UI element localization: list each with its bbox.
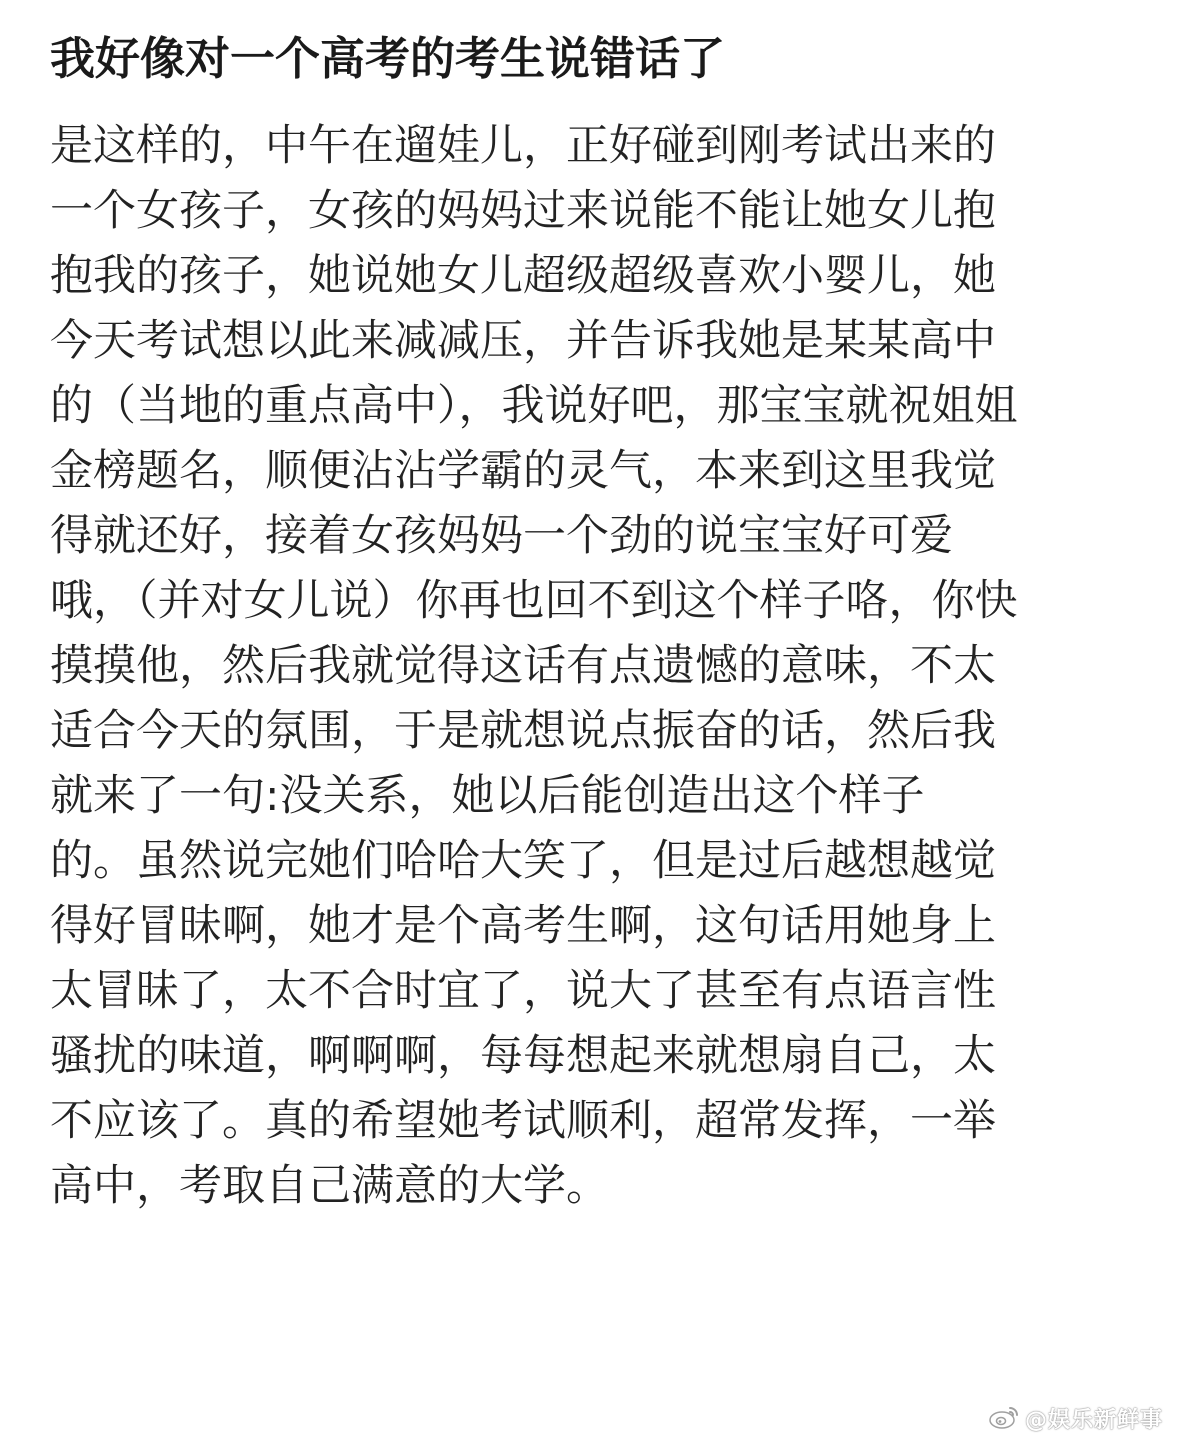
- weibo-logo-icon: [989, 1405, 1019, 1433]
- body-line: 得好冒昧啊，她才是个高考生啊，这句话用她身上: [50, 901, 996, 951]
- body-line: 就来了一句:没关系，她以后能创造出这个样子: [50, 771, 925, 821]
- watermark: [989, 1403, 1163, 1434]
- post-title: 我好像对一个高考的考生说错话了: [50, 32, 726, 85]
- body-line: 骚扰的味道，啊啊啊，每每想起来就想扇自己，太: [50, 1031, 996, 1081]
- body-line: 高中，考取自己满意的大学。: [50, 1161, 609, 1211]
- body-line: 抱我的孩子，她说她女儿超级超级喜欢小婴儿，她: [50, 251, 996, 301]
- post-body: [50, 114, 1135, 1219]
- body-line: 一个女孩子，女孩的妈妈过来说能不能让她女儿抱: [50, 186, 996, 236]
- body-line: 的（当地的重点高中），我说好吧，那宝宝就祝姐姐: [50, 381, 1018, 431]
- body-line: 今天考试想以此来减减压，并告诉我她是某某高中: [50, 316, 996, 366]
- body-line: 适合今天的氛围，于是就想说点振奋的话，然后我: [50, 706, 996, 756]
- body-line: 太冒昧了，太不合时宜了，说大了甚至有点语言性: [50, 966, 996, 1016]
- body-line: 哦，（并对女儿说）你再也回不到这个样子咯，你快: [50, 576, 1018, 626]
- post: [50, 30, 1135, 1219]
- body-line: 摸摸他，然后我就觉得这话有点遗憾的意味，不太: [50, 641, 996, 691]
- body-line: 的。虽然说完她们哈哈大笑了，但是过后越想越觉: [50, 836, 996, 886]
- watermark-text: @娱乐新鲜事: [1024, 1408, 1163, 1433]
- body-line: 得就还好，接着女孩妈妈一个劲的说宝宝好可爱: [50, 511, 953, 561]
- body-line: 不应该了。真的希望她考试顺利，超常发挥，一举: [50, 1096, 996, 1146]
- body-line: 金榜题名，顺便沾沾学霸的灵气，本来到这里我觉: [50, 446, 996, 496]
- body-line: 是这样的，中午在遛娃儿，正好碰到刚考试出来的: [50, 121, 996, 171]
